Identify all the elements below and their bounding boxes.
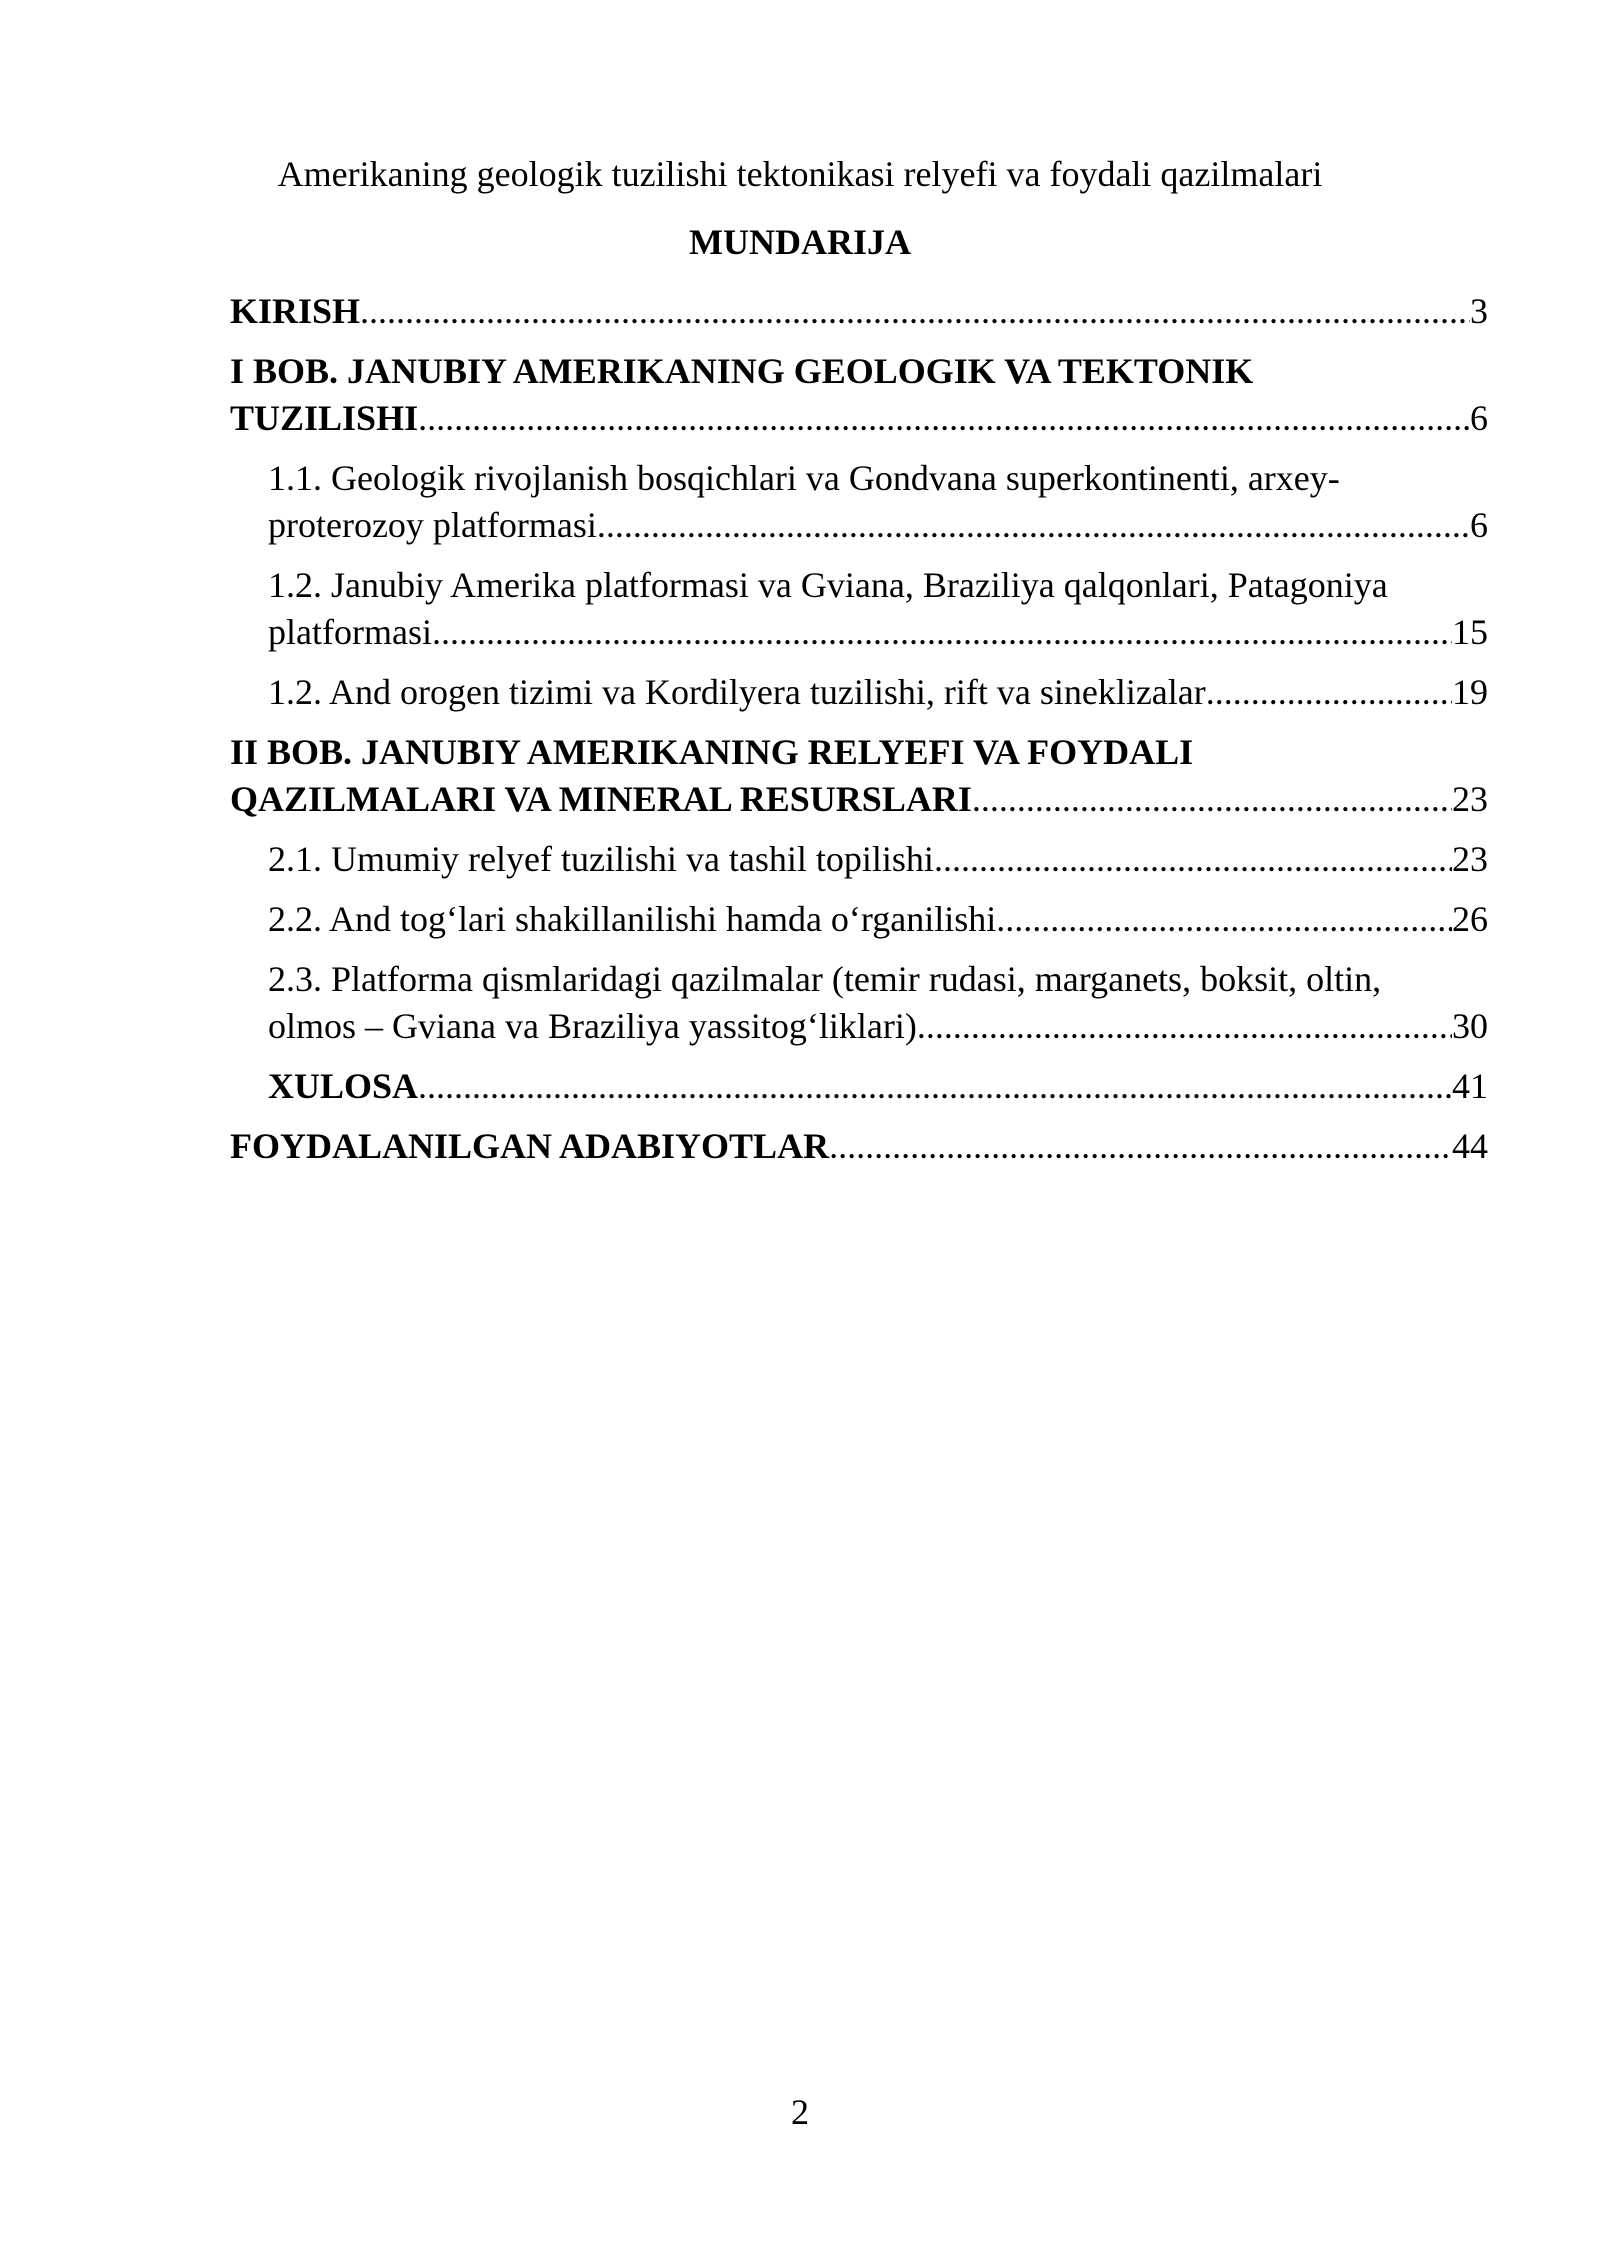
toc-page-number: 30	[1452, 1006, 1488, 1046]
dot-leader	[432, 609, 1452, 656]
toc-entry-label-line1: I BOB. JANUBIY AMERIKANING GEOLOGIK VA TEKTONIK	[230, 351, 1254, 391]
toc-page-number: 6	[1470, 398, 1488, 438]
toc-page-number: 3	[1470, 291, 1488, 331]
table-of-contents	[230, 288, 1488, 1183]
toc-entry-label: 2.1. Umumiy relyef tuzilishi va tashil topilishi	[268, 839, 934, 879]
page-number: 2	[791, 2092, 809, 2132]
toc-entry-label: FOYDALANILGAN ADABIYOTLAR	[230, 1126, 830, 1166]
toc-entry-label: 2.2. And tog‘lari shakillanilishi hamda o‘rganilishi	[268, 899, 997, 939]
dot-leader	[917, 1003, 1452, 1050]
toc-page-number: 26	[1452, 899, 1488, 939]
toc-entry-label-line1: 2.3. Platforma qismlaridagi qazilmalar (temir rudasi, marganets, boksit, oltin,	[268, 959, 1382, 999]
toc-page-number: 23	[1452, 779, 1488, 819]
toc-entry-label: proterozoy platformasi	[268, 505, 597, 545]
dot-leader	[360, 288, 1470, 335]
toc-entry-section-1-3[interactable]	[230, 669, 1488, 716]
toc-entry-section-2-1[interactable]	[230, 836, 1488, 883]
toc-page-number: 15	[1452, 612, 1488, 652]
toc-entry-chapter-2[interactable]	[230, 729, 1488, 823]
toc-entry-label-line1: 1.1. Geologik rivojlanish bosqichlari va Gondvana superkontinenti, arxey-	[268, 458, 1340, 498]
toc-entry-label: platformasi	[268, 612, 432, 652]
toc-page-number: 19	[1452, 672, 1488, 712]
toc-page-number: 44	[1452, 1126, 1488, 1166]
toc-entry-kirish[interactable]	[230, 288, 1488, 335]
toc-entry-label-line1: II BOB. JANUBIY AMERIKANING RELYEFI VA FOYDALI	[230, 732, 1194, 772]
toc-entry-label-line1: 1.2. Janubiy Amerika platformasi va Gviana, Braziliya qalqonlari, Patagoniya	[268, 565, 1388, 605]
toc-entry-section-1-2[interactable]	[230, 562, 1488, 656]
dot-leader	[972, 776, 1452, 823]
toc-entry-label: QAZILMALARI VA MINERAL RESURSLARI	[230, 779, 972, 819]
toc-entry-adabiyotlar[interactable]	[230, 1123, 1488, 1170]
toc-page-number: 41	[1452, 1066, 1488, 1106]
document-title: Amerikaning geologik tuzilishi tektonikasi relyefi va foydali qazilmalari	[277, 154, 1323, 194]
dot-leader	[934, 836, 1452, 883]
toc-entry-section-2-3[interactable]	[230, 956, 1488, 1050]
toc-entry-label: olmos – Gviana va Braziliya yassitog‘liklari)	[268, 1006, 917, 1046]
dot-leader	[597, 502, 1470, 549]
toc-entry-label: XULOSA	[268, 1066, 419, 1106]
dot-leader	[418, 395, 1470, 442]
toc-entry-section-1-1[interactable]	[230, 455, 1488, 549]
dot-leader	[418, 1063, 1452, 1110]
toc-heading: MUNDARIJA	[689, 222, 911, 262]
toc-entry-label: TUZILISHI	[230, 398, 419, 438]
toc-entry-label: KIRISH	[230, 291, 361, 331]
dot-leader	[1206, 669, 1452, 716]
toc-entry-label: 1.2. And orogen tizimi va Kordilyera tuzilishi, rift va sineklizalar	[268, 672, 1206, 712]
dot-leader	[996, 896, 1452, 943]
toc-page-number: 6	[1470, 505, 1488, 545]
toc-page-number: 23	[1452, 839, 1488, 879]
toc-entry-xulosa[interactable]	[230, 1063, 1488, 1110]
toc-entry-chapter-1[interactable]	[230, 348, 1488, 442]
dot-leader	[829, 1123, 1452, 1170]
toc-entry-section-2-2[interactable]	[230, 896, 1488, 943]
